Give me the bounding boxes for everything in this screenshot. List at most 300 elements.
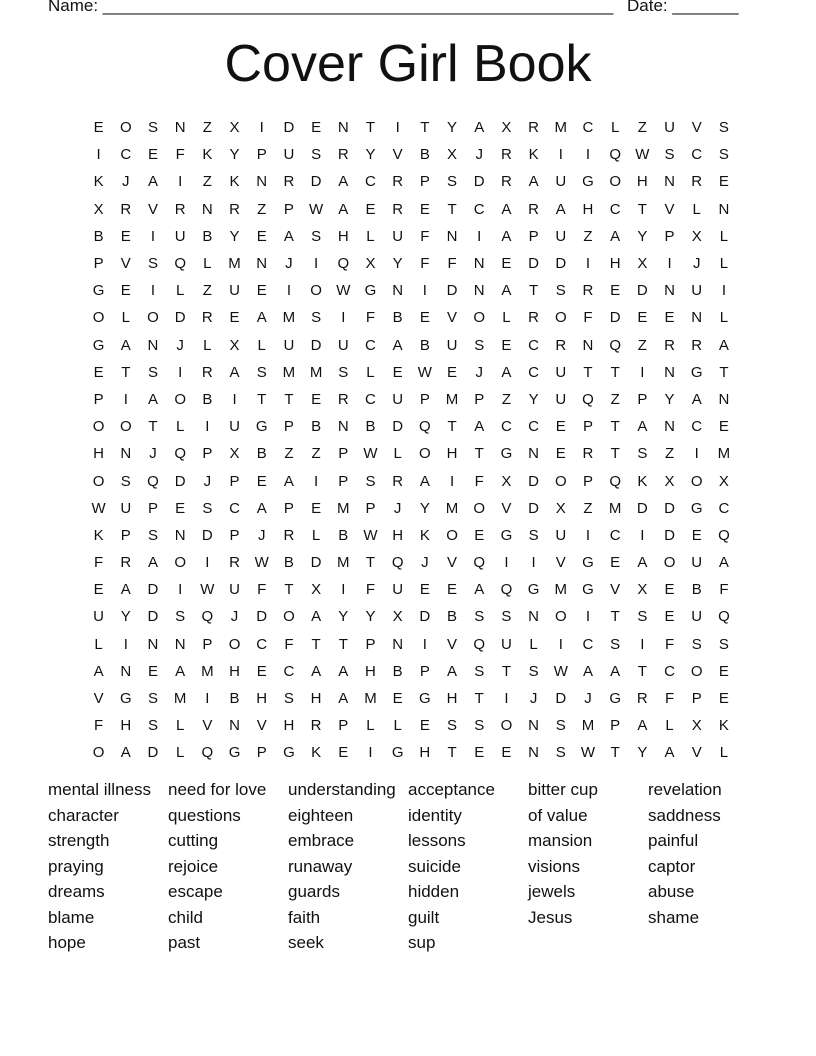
grid-letter: R	[120, 200, 132, 218]
grid-letter: V	[93, 690, 104, 708]
word-list-item: lessons	[408, 831, 466, 850]
grid-letter: O	[446, 526, 458, 544]
grid-letter: E	[93, 119, 104, 137]
grid-letter: I	[640, 526, 645, 544]
grid-letter: M	[445, 390, 459, 408]
grid-letter: U	[174, 227, 186, 245]
grid-letter: U	[555, 227, 567, 245]
grid-row	[85, 440, 738, 467]
grid-letter: O	[609, 173, 621, 191]
grid-letter: F	[365, 309, 376, 327]
grid-letter: O	[554, 472, 567, 490]
grid-letter: H	[392, 526, 404, 544]
grid-letter: T	[719, 363, 729, 381]
grid-letter: C	[718, 499, 730, 517]
grid-letter: E	[664, 309, 675, 327]
grid-letter: L	[175, 744, 185, 762]
grid-letter: L	[393, 445, 402, 463]
grid-letter: G	[92, 336, 105, 354]
grid-letter: A	[474, 581, 485, 599]
grid-letter: A	[338, 662, 349, 680]
grid-letter: A	[610, 662, 621, 680]
grid-row	[85, 495, 738, 522]
grid-letter: N	[256, 255, 268, 273]
grid-letter: H	[337, 227, 349, 245]
grid-letter: S	[120, 472, 131, 490]
grid-row	[85, 712, 738, 739]
grid-letter: A	[338, 173, 349, 191]
grid-letter: I	[504, 554, 509, 572]
grid-letter: O	[554, 608, 567, 626]
grid-letter: M	[554, 119, 568, 137]
grid-letter: H	[310, 690, 322, 708]
grid-letter: E	[637, 309, 648, 327]
grid-row	[85, 359, 738, 386]
grid-letter: T	[447, 200, 457, 218]
grid-letter: S	[311, 227, 322, 245]
grid-letter: R	[337, 146, 349, 164]
grid-letter: E	[718, 173, 729, 191]
grid-letter: F	[365, 581, 376, 599]
grid-letter: U	[664, 119, 675, 137]
grid-letter: Q	[337, 255, 350, 273]
grid-letter: M	[228, 255, 241, 273]
grid-letter: I	[341, 581, 346, 599]
grid-letter: Y	[120, 608, 131, 626]
grid-letter: I	[205, 418, 210, 436]
grid-letter: U	[555, 363, 567, 381]
grid-letter: I	[178, 363, 183, 381]
grid-letter: O	[174, 390, 186, 408]
grid-letter: P	[229, 526, 240, 544]
grid-letter: P	[256, 146, 267, 164]
grid-letter: D	[310, 173, 322, 191]
grid-letter: A	[147, 173, 158, 191]
grid-letter: U	[337, 336, 349, 354]
grid-letter: G	[582, 173, 594, 191]
grid-letter: T	[474, 690, 484, 708]
word-list-item: character	[48, 805, 119, 825]
grid-letter: N	[120, 662, 132, 680]
grid-letter: R	[229, 200, 240, 218]
grid-letter: H	[636, 173, 648, 191]
word-list-item: need for love	[168, 780, 267, 799]
grid-letter: V	[555, 554, 566, 572]
grid-letter: S	[637, 445, 648, 463]
grid-letter: R	[636, 690, 648, 708]
grid-letter: L	[393, 717, 402, 735]
grid-letter: E	[392, 363, 403, 381]
grid-letter: Y	[419, 499, 430, 517]
grid-letter: S	[311, 309, 322, 327]
grid-letter: G	[119, 690, 132, 708]
grid-letter: U	[691, 554, 703, 572]
grid-letter: S	[610, 635, 621, 653]
grid-letter: W	[635, 146, 650, 164]
grid-letter: B	[392, 662, 403, 680]
grid-letter: O	[92, 744, 105, 762]
grid-letter: P	[256, 744, 267, 762]
grid-letter: E	[311, 390, 322, 408]
grid-letter: N	[528, 744, 540, 762]
grid-letter: R	[229, 554, 240, 572]
grid-letter: K	[528, 146, 539, 164]
grid-letter: B	[691, 581, 702, 599]
grid-letter: A	[147, 554, 158, 572]
grid-letter: A	[474, 418, 485, 436]
grid-letter: S	[474, 717, 485, 735]
grid-letter: I	[558, 635, 563, 653]
grid-letter: A	[637, 418, 648, 436]
grid-letter: R	[392, 472, 404, 490]
grid-letter: Z	[202, 173, 212, 191]
grid-letter: A	[582, 662, 593, 680]
grid-letter: L	[692, 200, 701, 218]
grid-letter: Q	[473, 635, 486, 653]
grid-row	[85, 332, 738, 359]
grid-letter: N	[256, 173, 268, 191]
grid-letter: A	[120, 744, 131, 762]
grid-letter: E	[718, 690, 729, 708]
grid-letter: J	[475, 146, 483, 164]
grid-letter: I	[640, 363, 645, 381]
grid-letter: L	[665, 717, 674, 735]
grid-letter: T	[148, 418, 158, 436]
grid-letter: I	[531, 554, 536, 572]
grid-letter: X	[555, 499, 566, 517]
grid-letter: M	[608, 499, 622, 517]
grid-letter: C	[365, 390, 376, 408]
grid-letter: S	[474, 662, 485, 680]
grid-row	[85, 685, 738, 712]
grid-letter: O	[500, 717, 513, 735]
grid-letter: U	[93, 608, 105, 626]
grid-letter: S	[147, 119, 158, 137]
grid-letter: O	[419, 445, 431, 463]
grid-letter: H	[365, 662, 376, 680]
grid-letter: C	[582, 119, 594, 137]
grid-letter: O	[147, 309, 159, 327]
grid-letter: S	[637, 608, 648, 626]
word-list-item: mansion	[528, 831, 593, 850]
grid-letter: D	[283, 119, 295, 137]
grid-letter: G	[364, 282, 377, 300]
grid-letter: Y	[229, 146, 240, 164]
grid-letter: M	[282, 363, 296, 381]
grid-letter: T	[610, 363, 620, 381]
grid-letter: D	[174, 309, 186, 327]
grid-letter: G	[690, 363, 703, 381]
grid-letter: T	[365, 119, 376, 137]
grid-letter: Y	[338, 608, 349, 626]
word-list-item: painful	[648, 831, 699, 850]
grid-letter: L	[366, 363, 375, 381]
grid-letter: E	[718, 662, 729, 680]
grid-letter: J	[203, 472, 212, 490]
grid-letter: A	[610, 227, 621, 245]
grid-letter: R	[582, 445, 594, 463]
grid-letter: S	[718, 119, 729, 137]
grid-letter: C	[609, 200, 621, 218]
grid-letter: T	[121, 363, 131, 381]
grid-letter: Z	[501, 390, 511, 408]
grid-letter: R	[310, 717, 322, 735]
grid-row	[85, 114, 738, 141]
grid-letter: T	[365, 554, 376, 572]
grid-letter: N	[473, 255, 485, 273]
grid-letter: Q	[718, 526, 730, 544]
grid-letter: K	[93, 173, 104, 191]
grid-letter: C	[528, 336, 540, 354]
grid-letter: C	[609, 526, 621, 544]
grid-letter: T	[257, 390, 267, 408]
grid-letter: I	[368, 744, 373, 762]
grid-letter: Y	[392, 255, 403, 273]
word-list-item: blame	[48, 907, 95, 927]
grid-letter: E	[664, 581, 675, 599]
grid-letter: A	[120, 581, 131, 599]
grid-letter: E	[474, 526, 485, 544]
grid-letter: Y	[365, 608, 376, 626]
grid-letter: J	[122, 173, 130, 191]
grid-letter: X	[365, 255, 376, 273]
grid-letter: T	[284, 581, 294, 599]
grid-letter: U	[691, 608, 703, 626]
grid-letter: R	[392, 173, 404, 191]
grid-letter: P	[338, 445, 349, 463]
grid-letter: J	[529, 690, 538, 708]
grid-letter: A	[501, 282, 512, 300]
grid-letter: W	[91, 499, 106, 517]
grid-letter: A	[419, 472, 430, 490]
grid-letter: R	[528, 119, 540, 137]
grid-letter: Q	[201, 608, 214, 626]
grid-row	[85, 141, 738, 168]
grid-letter: E	[256, 472, 267, 490]
grid-letter: Q	[582, 390, 594, 408]
grid-letter: V	[147, 200, 158, 218]
grid-letter: W	[363, 526, 378, 544]
grid-letter: O	[283, 608, 295, 626]
word-list-item: questions	[168, 805, 241, 825]
grid-letter: S	[147, 255, 158, 273]
grid-letter: B	[447, 608, 458, 626]
grid-letter: X	[637, 581, 648, 599]
grid-letter: A	[718, 554, 729, 572]
grid-letter: P	[691, 690, 702, 708]
grid-letter: I	[178, 173, 183, 191]
grid-letter: R	[691, 173, 703, 191]
grid-letter: D	[174, 472, 186, 490]
grid-letter: E	[474, 744, 485, 762]
word-list-item: understanding	[288, 780, 396, 799]
grid-letter: R	[500, 146, 512, 164]
grid-letter: L	[121, 309, 130, 327]
grid-letter: M	[554, 581, 568, 599]
word-list-item: mental illness	[48, 780, 151, 799]
grid-letter: N	[174, 119, 186, 137]
grid-letter: G	[283, 744, 295, 762]
grid-letter: P	[664, 227, 675, 245]
grid-letter: O	[690, 472, 703, 490]
grid-letter: V	[447, 635, 458, 653]
grid-letter: D	[636, 282, 648, 300]
grid-letter: R	[201, 363, 213, 381]
grid-letter: X	[229, 336, 240, 354]
word-list-item: abuse	[648, 882, 695, 901]
grid-letter: R	[500, 173, 512, 191]
grid-letter: S	[147, 690, 158, 708]
grid-letter: E	[120, 227, 131, 245]
grid-letter: A	[147, 390, 158, 408]
grid-letter: U	[555, 390, 567, 408]
grid-letter: Q	[609, 146, 621, 164]
grid-letter: A	[637, 554, 648, 572]
word-list-item: eighteen	[288, 805, 354, 825]
grid-letter: C	[691, 418, 703, 436]
grid-letter: O	[92, 418, 105, 436]
grid-letter: O	[473, 499, 486, 517]
word-list-item: captor	[648, 856, 696, 876]
grid-letter: S	[256, 363, 267, 381]
grid-letter: N	[337, 418, 349, 436]
grid-letter: Q	[718, 608, 730, 626]
grid-letter: N	[664, 173, 675, 191]
grid-letter: B	[256, 445, 267, 463]
grid-letter: E	[555, 445, 566, 463]
grid-letter: T	[583, 363, 593, 381]
grid-letter: A	[338, 690, 349, 708]
grid-letter: P	[582, 472, 593, 490]
grid-letter: N	[528, 717, 540, 735]
grid-letter: V	[691, 119, 702, 137]
grid-letter: Z	[202, 282, 212, 300]
grid-letter: A	[311, 608, 322, 626]
grid-letter: D	[310, 336, 322, 354]
grid-letter: E	[93, 581, 104, 599]
grid-letter: S	[338, 363, 349, 381]
grid-letter: W	[417, 363, 432, 381]
grid-letter: V	[664, 200, 675, 218]
grid-letter: S	[528, 526, 539, 544]
grid-row	[85, 223, 738, 250]
grid-letter: R	[555, 336, 567, 354]
grid-letter: I	[314, 472, 319, 490]
grid-letter: N	[528, 445, 540, 463]
grid-letter: P	[283, 200, 294, 218]
grid-letter: Q	[391, 554, 404, 572]
grid-letter: V	[392, 146, 403, 164]
grid-letter: I	[205, 690, 210, 708]
word-list-item	[528, 932, 648, 958]
grid-letter: P	[419, 662, 430, 680]
grid-letter: T	[501, 662, 511, 680]
grid-row	[85, 413, 738, 440]
grid-letter: Z	[664, 445, 675, 463]
grid-letter: P	[229, 472, 240, 490]
word-list-item: guilt	[408, 907, 440, 927]
grid-letter: N	[120, 445, 132, 463]
grid-letter: P	[528, 227, 539, 245]
grid-letter: J	[149, 445, 157, 463]
grid-letter: N	[691, 309, 703, 327]
grid-letter: U	[691, 282, 703, 300]
word-list-item: guards	[288, 882, 340, 901]
grid-letter: P	[610, 717, 621, 735]
grid-letter: I	[585, 255, 591, 273]
grid-letter: T	[529, 282, 539, 300]
grid-letter: R	[691, 336, 703, 354]
grid-letter: I	[286, 282, 291, 300]
grid-letter: W	[553, 662, 568, 680]
word-list-item: hope	[48, 933, 86, 952]
grid-letter: A	[283, 227, 294, 245]
grid-letter: B	[202, 227, 213, 245]
grid-letter: H	[120, 717, 132, 735]
grid-letter: H	[229, 662, 240, 680]
word-list-item: strength	[48, 831, 110, 850]
grid-letter: I	[585, 526, 591, 544]
grid-letter: O	[473, 309, 486, 327]
grid-letter: S	[555, 282, 566, 300]
grid-letter: R	[283, 173, 295, 191]
grid-letter: I	[341, 309, 346, 327]
grid-letter: U	[392, 390, 404, 408]
grid-letter: J	[475, 363, 483, 381]
grid-letter: Z	[583, 227, 593, 245]
grid-letter: V	[691, 744, 702, 762]
grid-letter: F	[664, 635, 675, 653]
grid-letter: E	[147, 146, 158, 164]
word-list-item: suicide	[408, 856, 461, 876]
grid-letter: N	[718, 390, 730, 408]
grid-letter: X	[664, 472, 675, 490]
grid-letter: G	[500, 445, 513, 463]
grid-letter: Y	[229, 227, 240, 245]
grid-letter: A	[93, 662, 104, 680]
grid-letter: A	[501, 200, 512, 218]
grid-letter: N	[337, 119, 349, 137]
word-list-item: saddness	[648, 805, 721, 825]
grid-letter: Y	[637, 227, 648, 245]
grid-letter: X	[501, 119, 512, 137]
grid-letter: I	[585, 146, 591, 164]
grid-letter: P	[365, 499, 376, 517]
grid-letter: E	[419, 581, 430, 599]
grid-letter: U	[229, 418, 240, 436]
grid-letter: H	[446, 690, 458, 708]
grid-letter: T	[284, 390, 294, 408]
grid-letter: O	[554, 309, 567, 327]
grid-letter: O	[663, 554, 676, 572]
grid-letter: N	[174, 526, 186, 544]
grid-letter: L	[94, 635, 103, 653]
grid-letter: X	[718, 472, 729, 490]
grid-letter: I	[123, 635, 128, 653]
grid-letter: D	[147, 744, 159, 762]
grid-letter: Z	[637, 336, 647, 354]
grid-letter: A	[501, 363, 512, 381]
grid-letter: H	[93, 445, 105, 463]
grid-letter: A	[501, 227, 512, 245]
grid-letter: J	[692, 255, 701, 273]
grid-row	[85, 386, 738, 413]
grid-letter: D	[664, 499, 675, 517]
grid-letter: F	[583, 309, 593, 327]
grid-letter: C	[664, 662, 675, 680]
grid-letter: I	[395, 119, 400, 137]
grid-letter: J	[584, 690, 592, 708]
